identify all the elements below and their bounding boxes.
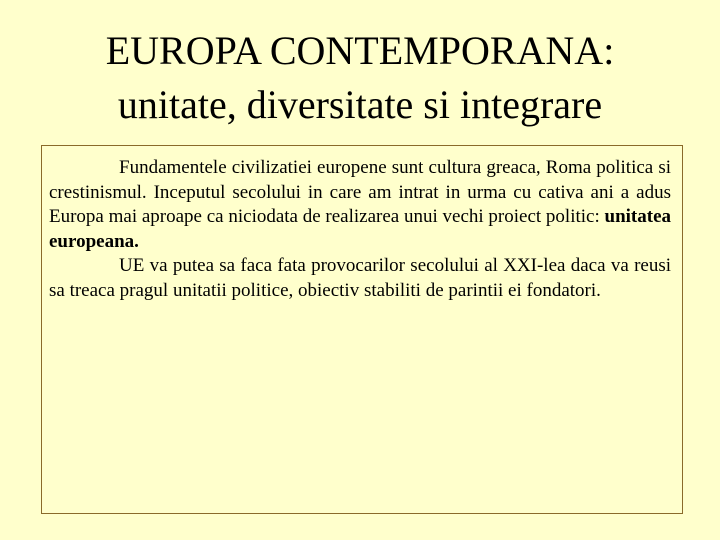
- body-text: [49, 156, 671, 303]
- paragraph-1-emphasis: unitatea europeana.: [49, 206, 672, 252]
- paragraph-1: [49, 156, 671, 254]
- slide-title-line2: unitate, diversitate si integrare: [117, 82, 603, 127]
- paragraph-1-text: Fundamentele civilizatiei europene sunt cultura greaca, Roma politica si crestinismul. Inceputul secolului in care am intrat in urma cu cativa ani a adus Europa mai aproape ca niciodata de realizarea unui vechi proiect politic:: [49, 157, 671, 227]
- paragraph-2-text: UE va putea sa faca fata provocarilor secolului al XXI-lea daca va reusi sa treaca pragul unitatii politice, obiectiv stabiliti de parintii ei fondatori.: [49, 255, 671, 301]
- slide-title: [0, 24, 720, 132]
- content-box: [41, 145, 683, 514]
- paragraph-2: [49, 254, 671, 303]
- slide-title-line1: EUROPA CONTEMPORANA:: [105, 28, 615, 73]
